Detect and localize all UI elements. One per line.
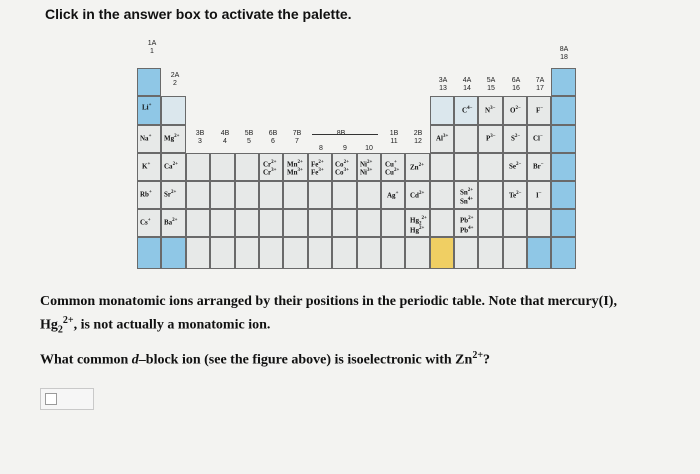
table-cell bbox=[332, 181, 357, 209]
table-cell bbox=[551, 68, 576, 96]
table-cell bbox=[161, 237, 186, 269]
question-text: What common d–block ion (see the figure above) is isoelectronic with $Zn^{2+}$? bbox=[40, 350, 491, 368]
ion-co2: $Co^{2+}$ bbox=[335, 160, 349, 169]
ion-mn3: $Mn^{3+}$ bbox=[287, 168, 303, 177]
ion-br: Br− bbox=[533, 162, 544, 171]
table-cell bbox=[332, 209, 357, 237]
table-cell bbox=[478, 209, 503, 237]
table-cell bbox=[137, 68, 161, 96]
group-6-label: 6B 6 bbox=[268, 130, 278, 145]
ion-li: Li+ bbox=[142, 103, 152, 112]
table-cell bbox=[454, 125, 478, 153]
ion-hg22: $Hg_2^{2+}$ bbox=[410, 216, 427, 227]
table-cell bbox=[332, 237, 357, 269]
ion-k: K+ bbox=[142, 162, 151, 171]
ion-p: $P^{3-}$ bbox=[486, 134, 496, 143]
ion-ca: $Ca^{2+}$ bbox=[164, 162, 178, 171]
ion-o: $O^{2-}$ bbox=[510, 106, 521, 115]
answer-input[interactable] bbox=[40, 388, 94, 410]
table-cell bbox=[454, 153, 478, 181]
group-16-label: 6A 16 bbox=[511, 77, 521, 92]
table-cell bbox=[551, 96, 576, 125]
table-cell bbox=[259, 237, 283, 269]
ion-cr2: $Cr^{2+}$ bbox=[263, 160, 277, 169]
table-cell bbox=[551, 125, 576, 153]
table-cell bbox=[430, 209, 454, 237]
ion-fe3: $Fe^{3+}$ bbox=[311, 168, 324, 177]
table-cell bbox=[454, 237, 478, 269]
table-cell bbox=[430, 153, 454, 181]
table-cell bbox=[381, 209, 405, 237]
table-cell bbox=[478, 237, 503, 269]
figure-caption: Common monatomic ions arranged by their positions in the periodic table. Note that mercury(I), $Hg_2^{2+}$, is not actually a monatomic ion. bbox=[40, 294, 617, 336]
table-cell bbox=[259, 181, 283, 209]
table-cell bbox=[210, 209, 235, 237]
table-cell bbox=[186, 153, 210, 181]
table-cell bbox=[357, 237, 381, 269]
ion-zn: $Zn^{2+}$ bbox=[410, 163, 424, 172]
group-2-label: 2A 2 bbox=[170, 72, 180, 87]
table-cell bbox=[430, 96, 454, 125]
table-cell bbox=[308, 181, 332, 209]
ion-sr: $Sr^{2+}$ bbox=[164, 190, 177, 199]
table-cell bbox=[503, 237, 527, 269]
table-cell bbox=[405, 237, 430, 269]
ion-se: $Se^{2-}$ bbox=[509, 162, 522, 171]
table-cell bbox=[308, 209, 332, 237]
ion-cd: $Cd^{2+}$ bbox=[410, 191, 425, 200]
ion-pb2: $Pb^{2+}$ bbox=[460, 216, 474, 225]
table-cell bbox=[283, 181, 308, 209]
table-cell bbox=[161, 96, 186, 125]
ion-ni3: $Ni^{3+}$ bbox=[360, 168, 373, 177]
table-cell bbox=[235, 153, 259, 181]
ion-ag: Ag+ bbox=[387, 191, 399, 200]
group-5-label: 5B 5 bbox=[244, 130, 254, 145]
table-cell bbox=[357, 209, 381, 237]
ion-mn2: $Mn^{2+}$ bbox=[287, 160, 303, 169]
table-cell bbox=[430, 181, 454, 209]
table-cell bbox=[551, 153, 576, 181]
ion-f: F− bbox=[536, 106, 544, 115]
table-cell bbox=[357, 181, 381, 209]
group-17-label: 7A 17 bbox=[535, 77, 545, 92]
group-8b-label: 8B bbox=[336, 130, 346, 137]
table-cell bbox=[259, 209, 283, 237]
table-cell bbox=[137, 237, 161, 269]
ion-sn2: $Sn^{2+}$ bbox=[460, 188, 474, 197]
ion-cu1: Cu+ bbox=[385, 160, 397, 169]
ion-cu2: $Cu^{2+}$ bbox=[385, 168, 400, 177]
table-cell bbox=[527, 237, 551, 269]
group-4-label: 4B 4 bbox=[220, 130, 230, 145]
ion-cl: Cl− bbox=[533, 134, 543, 143]
table-cell bbox=[478, 181, 503, 209]
table-cell bbox=[503, 209, 527, 237]
group-10-label: 10 bbox=[365, 145, 373, 152]
table-cell bbox=[381, 237, 405, 269]
group-18-label: 8A 18 bbox=[559, 46, 569, 61]
ion-mg: $Mg^{2+}$ bbox=[164, 134, 180, 143]
table-cell bbox=[308, 237, 332, 269]
ion-cs: Cs+ bbox=[140, 218, 151, 227]
ion-na: Na+ bbox=[140, 134, 152, 143]
table-cell bbox=[186, 209, 210, 237]
table-cell bbox=[235, 237, 259, 269]
ion-co3: $Co^{3+}$ bbox=[335, 168, 349, 177]
table-cell bbox=[186, 181, 210, 209]
group-7-label: 7B 7 bbox=[292, 130, 302, 145]
ion-ba: $Ba^{2+}$ bbox=[164, 218, 178, 227]
table-cell bbox=[210, 181, 235, 209]
group-12-label: 2B 12 bbox=[413, 130, 423, 145]
table-cell bbox=[283, 237, 308, 269]
ion-rb: Rb+ bbox=[140, 190, 152, 199]
group-8b-bracket bbox=[312, 134, 378, 135]
ion-hg2: $Hg^{2+}$ bbox=[410, 226, 425, 235]
table-cell bbox=[430, 237, 454, 269]
table-cell bbox=[551, 181, 576, 209]
ion-pb4: $Pb^{4+}$ bbox=[460, 226, 474, 235]
group-15-label: 5A 15 bbox=[486, 77, 496, 92]
page-title: Click in the answer box to activate the palette. bbox=[45, 6, 352, 22]
table-cell bbox=[235, 181, 259, 209]
table-cell bbox=[478, 153, 503, 181]
ion-i: I− bbox=[536, 191, 542, 200]
group-9-label: 9 bbox=[343, 145, 347, 152]
group-1-label: 1A 1 bbox=[147, 40, 157, 55]
table-cell bbox=[210, 237, 235, 269]
ion-sn4: $Sn^{4+}$ bbox=[460, 197, 474, 206]
ion-al: $Al^{3+}$ bbox=[436, 134, 449, 143]
table-cell bbox=[186, 237, 210, 269]
table-cell bbox=[283, 209, 308, 237]
group-3-label: 3B 3 bbox=[195, 130, 205, 145]
table-cell bbox=[527, 209, 551, 237]
ion-s: $S^{2-}$ bbox=[511, 134, 521, 143]
table-cell bbox=[210, 153, 235, 181]
table-cell bbox=[235, 209, 259, 237]
ion-ni2: $Ni^{2+}$ bbox=[360, 160, 373, 169]
table-cell bbox=[551, 209, 576, 237]
group-13-label: 3A 13 bbox=[438, 77, 448, 92]
answer-input-placeholder-box bbox=[45, 393, 57, 405]
table-cell bbox=[551, 237, 576, 269]
group-14-label: 4A 14 bbox=[462, 77, 472, 92]
ion-c: $C^{4-}$ bbox=[462, 106, 473, 115]
ion-te: $Te^{2-}$ bbox=[509, 191, 522, 200]
ion-n: $N^{3-}$ bbox=[485, 106, 496, 115]
group-8-label: 8 bbox=[319, 145, 323, 152]
ion-fe2: $Fe^{2+}$ bbox=[311, 160, 324, 169]
group-11-label: 1B 11 bbox=[389, 130, 399, 145]
ion-cr3: $Cr^{3+}$ bbox=[263, 168, 277, 177]
